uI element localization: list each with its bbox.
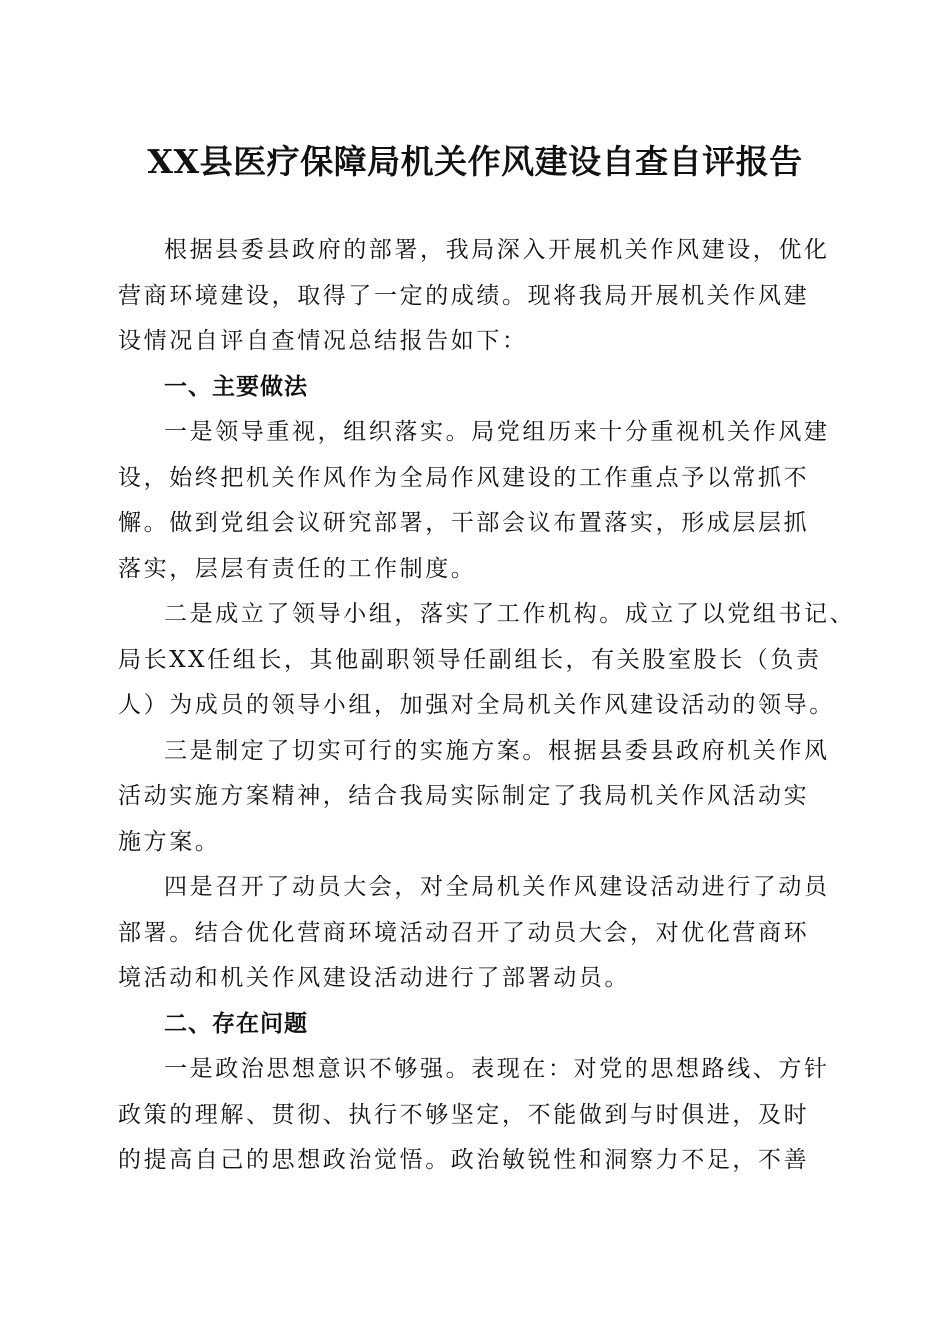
text-line: 落实，层层有责任的工作制度。: [118, 555, 477, 582]
section-heading-main-practices: 一、主要做法: [164, 373, 308, 400]
text-line: 设，始终把机关作风作为全局作风建设的工作重点予以常抓不: [118, 464, 810, 491]
paragraph-political-awareness: [118, 1047, 830, 1184]
paragraph-mobilization: [118, 865, 830, 1002]
paragraph-leading-group: [118, 592, 856, 729]
text-line: 活动实施方案精神，结合我局实际制定了我局机关作风活动实: [118, 783, 810, 809]
text-line: 的提高自己的思想政治觉悟。政治敏锐性和洞察力不足，不善: [118, 1147, 810, 1173]
text-line: 二是成立了领导小组，落实了工作机构。成立了以党组书记、: [164, 601, 856, 627]
text-line: 施方案。: [118, 828, 221, 855]
text-line: 一是政治思想意识不够强。表现在：对党的思想路线、方针: [164, 1056, 830, 1082]
text-line: 懈。做到党组会议研究部署，干部会议布置落实，形成层层抓: [118, 510, 810, 536]
text-line: 设情况自评自查情况总结报告如下：: [118, 328, 528, 354]
paragraph-implementation-plan: [118, 729, 830, 866]
intro-paragraph: [118, 228, 830, 365]
text-line: 三是制定了切实可行的实施方案。根据县委县政府机关作风: [164, 737, 830, 764]
text-line: 营商环境建设，取得了一定的成绩。现将我局开展机关作风建: [118, 282, 810, 309]
document-body: [118, 228, 856, 1184]
text-line: 局长XX任组长，其他副职领导任副组长，有关股室股长（负责: [118, 646, 822, 673]
text-line: 一是领导重视，组织落实。局党组历来十分重视机关作风建: [164, 419, 830, 445]
text-line: 部署。结合优化营商环境活动召开了动员大会，对优化营商环: [118, 919, 810, 946]
text-line: 人）为成员的领导小组，加强对全局机关作风建设活动的领导。: [118, 692, 835, 718]
text-line: 根据县委县政府的部署，我局深入开展机关作风建设，优化: [164, 237, 830, 263]
section-heading-existing-problems: 二、存在问题: [164, 1010, 308, 1037]
text-line: 境活动和机关作风建设活动进行了部署动员。: [118, 965, 630, 991]
document-title: XX县医疗保障局机关作风建设自查自评报告: [147, 142, 803, 181]
text-line: 政策的理解、贯彻、执行不够坚定，不能做到与时俱进，及时: [118, 1101, 810, 1128]
text-line: 四是召开了动员大会，对全局机关作风建设活动进行了动员: [164, 874, 830, 900]
paragraph-leadership: [118, 410, 830, 592]
